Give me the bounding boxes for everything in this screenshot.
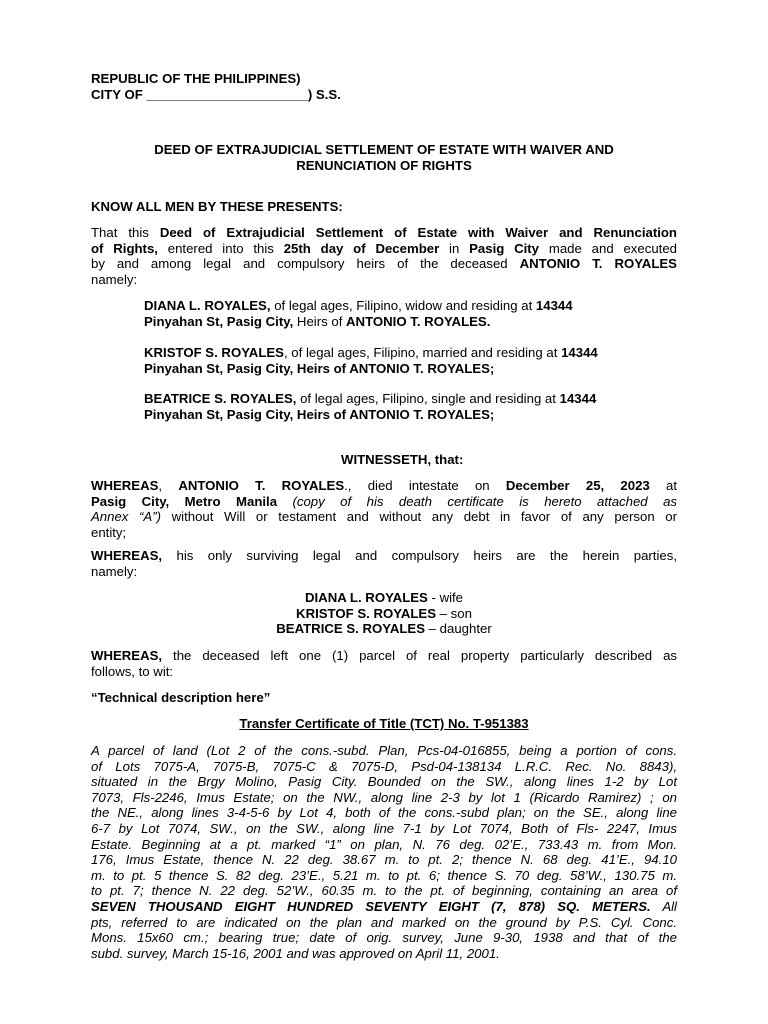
tct-title: Transfer Certificate of Title (TCT) No. T-951383 (239, 716, 529, 731)
whereas-property-paragraph: WHEREAS, the deceased left one (1) parcel of real property particularly described as follows, to wit: (91, 648, 677, 679)
technical-description-label: “Technical description here” (91, 690, 271, 705)
heirs-list (91, 590, 677, 637)
whereas-heirs-paragraph: WHEREAS, his only surviving legal and compulsory heirs are the herein parties, namely: (91, 548, 677, 579)
list-item: DIANA L. ROYALES - wife (304, 590, 464, 605)
list-item: BEATRICE S. ROYALES – daughter (276, 621, 492, 637)
intro-paragraph: That this Deed of Extrajudicial Settlement of Estate with Waiver and Renunciation of Rights, entered into this 25th day of December in Pasig City made and executed by and among legal and compulsory heirs of the deceased ANTONIO T. ROYALES namely: (91, 225, 677, 287)
heir-entry: BEATRICE S. ROYALES, of legal ages, Filipino, single and residing at 14344 Pinyahan St, Pasig City, Heirs of ANTONIO T. ROYALES; (144, 391, 597, 422)
whereas-death-paragraph: WHEREAS, ANTONIO T. ROYALES., died intestate on December 25, 2023 at Pasig City, Metro Manila (copy of his death certificate is hereto attached as Annex “A”) without Will or testament and without any debt in favor of any person or entity; (91, 478, 678, 540)
witnesseth-heading: WITNESSETH, that: (341, 452, 464, 467)
city-line: CITY OF ______________________) S.S. (91, 86, 341, 102)
know-all-heading: KNOW ALL MEN BY THESE PRESENTS: (91, 199, 343, 214)
document-title: DEED OF EXTRAJUDICIAL SETTLEMENT OF ESTATE WITH WAIVER AND RENUNCIATION OF RIGHTS (154, 142, 614, 173)
list-item: KRISTOF S. ROYALES – son (296, 605, 472, 621)
venue-header (91, 71, 677, 102)
heir-entry: KRISTOF S. ROYALES, of legal ages, Filipino, married and residing at 14344 Pinyahan St, Pasig City, Heirs of ANTONIO T. ROYALES; (144, 345, 598, 376)
parcel-description: A parcel of land (Lot 2 of the cons.-subd. Plan, Pcs-04-016855, being a portion of cons. of Lots 7075-A, 7075-B, 7075-C & 7075-D, Psd-04-138134 L.R.C. Rec. No. 8843), situated in the Brgy Molino, Pasig City. Bounded on the SW., along lines 1-2 by Lot 7073, Fls-2246, Imus Estate; on the NW., along line 2-3 by lot 1 (Ricardo Ramirez) ; on the NE., along lines 3-4-5-6 by Lot 4, both of the cons.-subd plan; on the SE., along line 6-7 by Lot 7074, SW., on the SW., along line 7-1 by Lot 7074, Both of Fls- 2247, Imus Estate. Beginning at a pt. marked “1” on plan, N. 76 deg. 02’E., 733.43 m. from Mon. 176, Imus Estate, thence N. 22 deg. 38.67 m. to pt. 2; thence N. 68 deg. 41’E., 94.10 m. to pt. 5 thence S. 82 deg. 23’E., 5.21 m. to pt. 6; thence S. 70 deg. 58’W., 130.75 m. to pt. 7; thence N. 22 deg. 52’W., 60.35 m. to the pt. of beginning, containing an area of SEVEN THOUSAND EIGHT HUNDRED SEVENTY EIGHT (7, 878) SQ. METERS. All pts, referred to are indicated on the plan and marked on the ground by P.S. Cyl. Conc. Mons. 15x60 cm.; bearing true; date of orig. survey, June 9-30, 1938 and that of the subd. survey, March 15-16, 2001 and was approved on April 11, 2001. (91, 743, 677, 961)
republic-line: REPUBLIC OF THE PHILIPPINES) (91, 71, 301, 86)
parcel-area: SEVEN THOUSAND EIGHT HUNDRED SEVENTY EIGHT (7, 878) SQ. METERS. (91, 898, 651, 914)
heir-entry: DIANA L. ROYALES, of legal ages, Filipino, widow and residing at 14344 Pinyahan St, Pasig City, Heirs of ANTONIO T. ROYALES. (144, 298, 573, 329)
city-blank: ______________________ (146, 86, 308, 102)
